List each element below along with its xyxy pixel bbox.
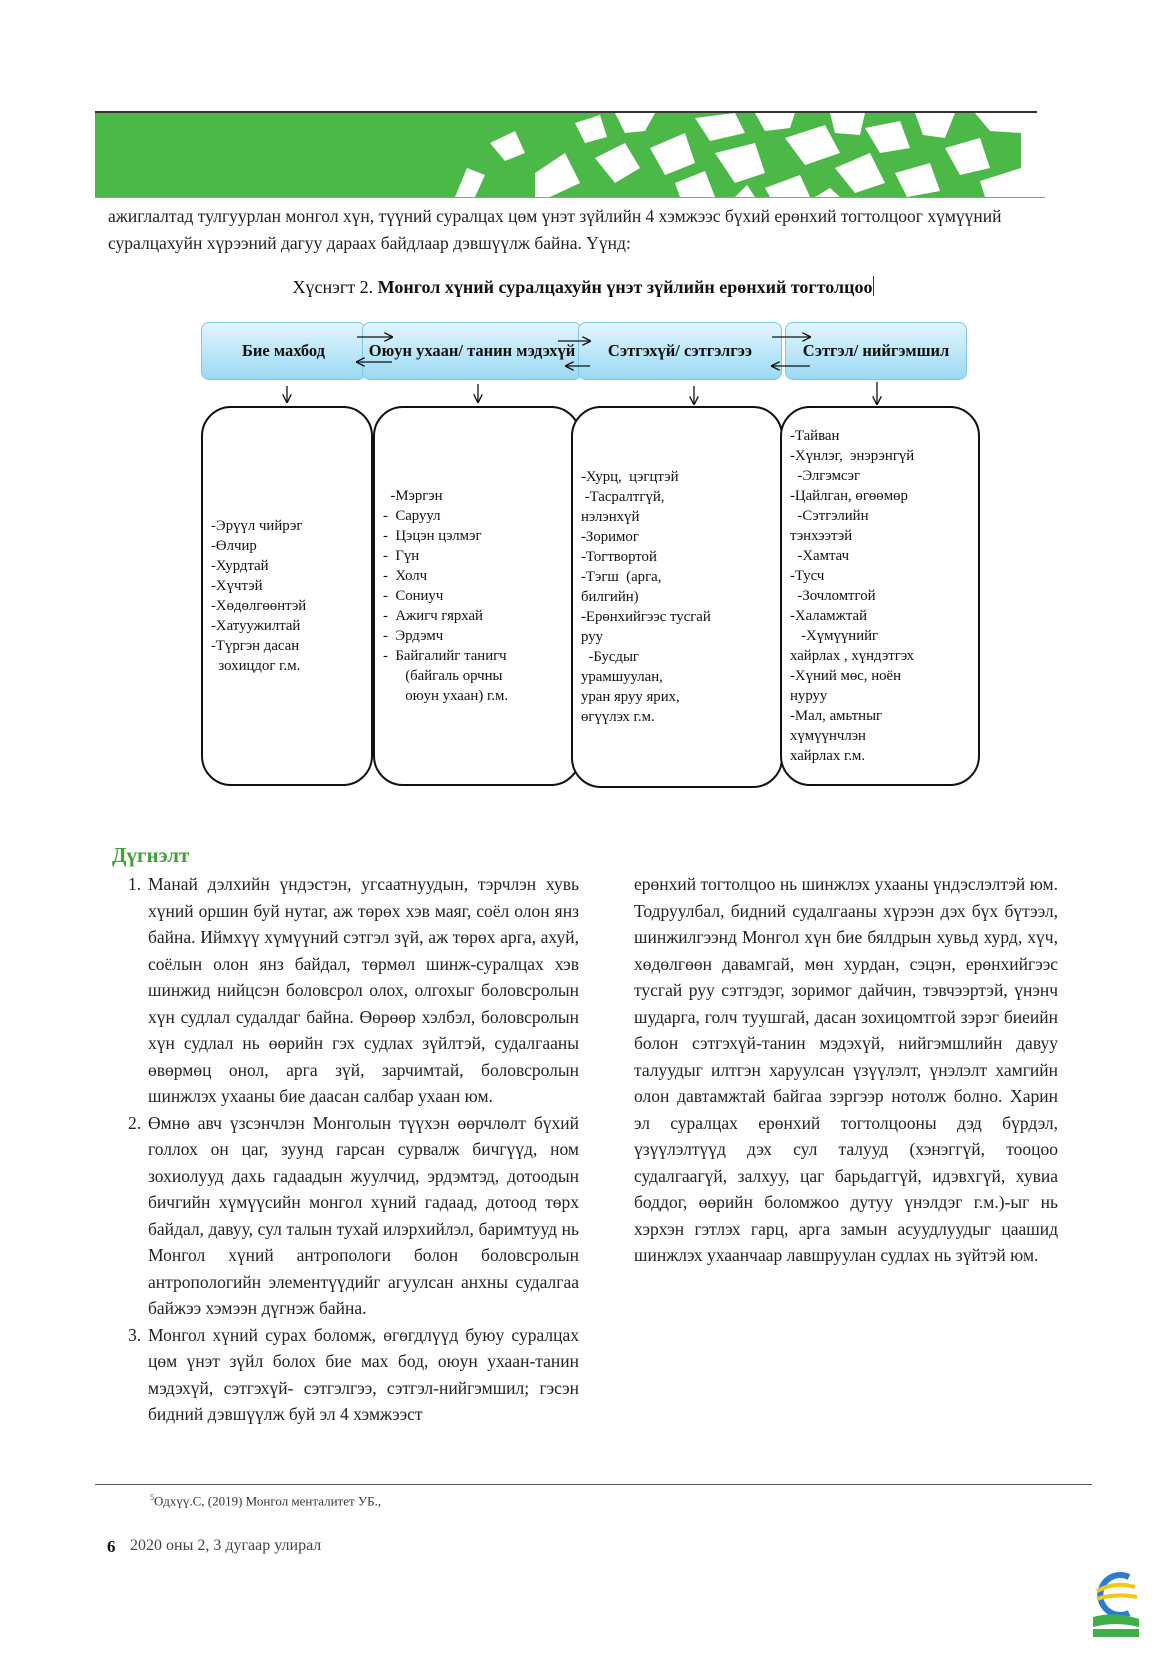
content-list-item: -Хамтач	[790, 548, 850, 564]
content-list-item: - Саруул	[383, 508, 441, 524]
content-list-item: хайрлах г.м.	[790, 748, 866, 764]
journal-logo-icon	[1085, 1565, 1145, 1645]
content-list-item: оюун ухаан) г.м.	[383, 688, 509, 704]
content-list-item: -Хүмүүнийг	[790, 628, 879, 644]
content-list-item: хүмүүнчлэн	[790, 728, 866, 744]
intro-line-2: суралцахуйн хүрээний дагуу дараах байдлаар дэвшүүлж байна. Үүнд:	[108, 233, 631, 253]
caption-title: Монгол хүний суралцахуйн үнэт зүйлийн ерөнхий тогтолцоо	[377, 277, 873, 297]
content-list-item: -Мэргэн	[383, 488, 443, 504]
content-list-item: нуруу	[790, 688, 828, 704]
content-list-item: урамшуулан,	[581, 669, 663, 685]
content-list-item: өгүүлэх г.м.	[581, 709, 655, 725]
conclusion-item	[112, 871, 579, 1110]
content-box-social	[780, 406, 980, 786]
content-list-item: -Хатуужилтай	[211, 618, 301, 634]
figure-caption	[0, 276, 1167, 298]
content-list-item: -Тэгш (арга,	[581, 569, 662, 585]
content-list-item: уран яруу ярих,	[581, 689, 680, 705]
footnote-rule	[95, 1484, 1092, 1485]
content-list-item: -Өлчир	[211, 538, 257, 554]
item-number: 3.	[128, 1324, 142, 1345]
content-list-item: -Бусдыг	[581, 649, 639, 665]
content-list-body	[211, 516, 306, 676]
header-green-band	[95, 113, 1021, 197]
content-list-item: (байгаль орчны	[383, 668, 503, 684]
content-list-item: -Ерөнхийгээс тусгай	[581, 609, 711, 625]
content-list-item: -Халамжтай	[790, 608, 867, 624]
content-list-item: билгийн)	[581, 589, 639, 605]
content-list-item: -Хөдөлгөөнтэй	[211, 598, 307, 614]
content-list-item: -Тасралтгүй,	[581, 489, 665, 505]
content-list-social	[790, 426, 914, 766]
content-box-thinking	[571, 406, 783, 788]
header-box-social: Сэтгэл/ нийгэмшил	[785, 322, 967, 380]
page-number: 6	[107, 1537, 116, 1556]
content-list-item: нэлэнхүй	[581, 509, 640, 525]
item-text: Өмнө авч үзсэнчлэн Монголын түүхэн өөрчлөлт бүхий голлох он цаг, зуунд гарсан сурвалж бичгүүд, ном зохиолууд дахь гадаадын жуулчид, эрдэмтэд, дотоодын бичгийн хүмүүсийн монгол хүний гадаад, дотоод төрх байдал, давуу, сул талын тухай илэрхийлэл, баримтууд нь Монгол хүний антропологи болон боловсролын антропологийн элементүүдийг агуулсан анхны судалгаа байжээ хэмээн дүгнэж байна.	[148, 1112, 579, 1318]
conclusion-heading: Дүгнэлт	[112, 843, 190, 867]
conclusion-right-column	[634, 871, 1058, 1269]
item-text: Монгол хүний сурах боломж, өгөгдлүүд буюу суралцах цөм үнэт зүйл болох бие мах бод, оюун ухаан-танин мэдэхүй, сэтгэхүй- сэтгэлгээ, сэтгэл-нийгэмшил; гэсэн бидний дэвшүүлж буй эл 4 хэмжээст	[148, 1324, 579, 1424]
intro-line-1: ажиглалтад тулгуурлан монгол хүн, түүний суралцах цөм үнэт зүйлийн 4 хэмжээс бүхий ерөнхий тогтолцоог хүмүүний	[108, 206, 1002, 226]
content-list-item: -Зочломтгой	[790, 588, 876, 604]
content-list-item: руу	[581, 629, 604, 645]
item-text: Манай дэлхийн үндэстэн, угсаатнуудын, тэрчлэн хувь хүний оршин буй нутаг, аж төрөх хэв маяг, соёл олон янз байна. Иймхүү хүмүүний сэтгэл зүй, аж төрөх арга, ахуй, соёлын олон янз байдал, төрмөл шинж-суралцах хэв шинжид нийцсэн боловсрол олох, олгохыг боловсролын хүн судлал судалдаг байна. Өөрөөр хэлбэл, боловсролын хүн судлал нь өөрийн гэх судлах зүйлтэй, судалгааны өвөрмөц онол, арга зүй, зарчимтай, боловсролын шинжлэх ухааны бие даасан салбар ухаан юм.	[148, 874, 579, 1106]
conclusion-list	[112, 871, 579, 1428]
content-list-item: - Цэцэн цэлмэг	[383, 528, 482, 544]
content-list-item: -Түргэн дасан	[211, 638, 300, 654]
content-list-item: зохицдог г.м.	[211, 658, 301, 674]
content-list-item: -Зоримог	[581, 529, 639, 545]
content-list-mind	[383, 486, 508, 706]
content-list-item: -Тогтвортой	[581, 549, 657, 565]
content-list-item: - Байгалийг танигч	[383, 648, 507, 664]
content-list-item: -Мал, амьтныг	[790, 708, 883, 724]
item-number: 2.	[128, 1112, 142, 1133]
footnote	[150, 1493, 381, 1509]
conclusion-left-column	[112, 871, 579, 1428]
content-list-item: -Тайван	[790, 428, 840, 444]
content-box-mind	[373, 406, 581, 786]
item-number: 1.	[128, 874, 142, 894]
content-list-item: - Сониуч	[383, 588, 444, 604]
header-box-body: Бие махбод	[201, 322, 366, 380]
content-list-item: - Эрдэмч	[383, 628, 444, 644]
content-list-item: -Хурдтай	[211, 558, 269, 574]
content-list-item: -Цайлган, өгөөмөр	[790, 488, 908, 504]
content-list-item: -Эрүүл чийрэг	[211, 518, 303, 534]
content-list-item: хайрлах , хүндэтгэх	[790, 648, 915, 664]
footnote-text: Одхүү.С, (2019) Монгол менталитет УБ.,	[154, 1493, 382, 1509]
content-list-item: -Сэтгэлийн	[790, 508, 869, 524]
content-list-item: -Хүчтэй	[211, 578, 263, 594]
content-list-item: - Холч	[383, 568, 428, 584]
content-list-item: тэнхээтэй	[790, 528, 853, 544]
header-underline	[95, 197, 1045, 198]
content-list-item: -Элгэмсэг	[790, 468, 861, 484]
content-list-item: -Хурц, цэгцтэй	[581, 469, 679, 485]
header-box-mind: Оюун ухаан/ танин мэдэхүй	[362, 322, 582, 380]
conclusion-item	[112, 1110, 579, 1322]
content-list-thinking	[581, 467, 711, 727]
content-list-item: -Хүнлэг, энэрэнгүй	[790, 448, 915, 464]
caption-prefix: Хүснэгт 2.	[292, 277, 378, 297]
header-leaf-pattern	[95, 113, 1021, 197]
content-box-body	[201, 406, 373, 786]
content-list-item: -Хүний мөс, ноён	[790, 668, 901, 684]
conclusion-item	[112, 1322, 579, 1428]
content-list-item: - Гүн	[383, 548, 420, 564]
content-list-item: - Ажигч гярхай	[383, 608, 483, 624]
issue-label: 2020 оны 2, 3 дугаар улирал	[130, 1537, 322, 1554]
text-cursor	[873, 276, 874, 296]
content-list-item: -Тусч	[790, 568, 825, 584]
header-box-thinking: Сэтгэхүй/ сэтгэлгээ	[578, 322, 782, 380]
conclusion-continuation: ерөнхий тогтолцоо нь шинжлэх ухааны үндэслэлтэй юм. Тодруулбал, бидний судалгааны хүрээн дэх бүх бүтээл, шинжилгээнд Монгол хүн бие бялдрын хувьд хурд, хүч, хөдөлгөөн давамгай, мөн хурдан, сэцэн, ерөнхийгээс тусгай руу сэтгэдэг, зоримог дайчин, тэвчээртэй, үнэнч шударга, голч туушгай, дасан зохицомтгой зэрэг биеийн болон сэтгэхүй-танин мэдэхүй, нийгэмшлийн давуу талуудыг илтгэн харуулсан үзүүлэлт, үнэлэлт хамгийн олон давтамжтай байгаа зэргээр нотолж болно. Харин эл суралцах ерөнхий тогтолцооны дэд бүрдэл, үзүүлэлтүүд дэх сул талууд (хэнэггүй, тооцоо судалгаагүй, залхуу, цаг барьдаггүй, идэвхгүй, хувиа боддог, өөрийн боломжоо дутуу үнэлдэг г.м.)-ыг нь хэрхэн гэтлэх гарц, арга замын асуудлуудыг цаашид шинжлэх ухаанчаар лавшруулан судлах нь зүйтэй юм.	[634, 874, 1058, 1265]
footnote-mark: 5	[150, 1493, 154, 1502]
